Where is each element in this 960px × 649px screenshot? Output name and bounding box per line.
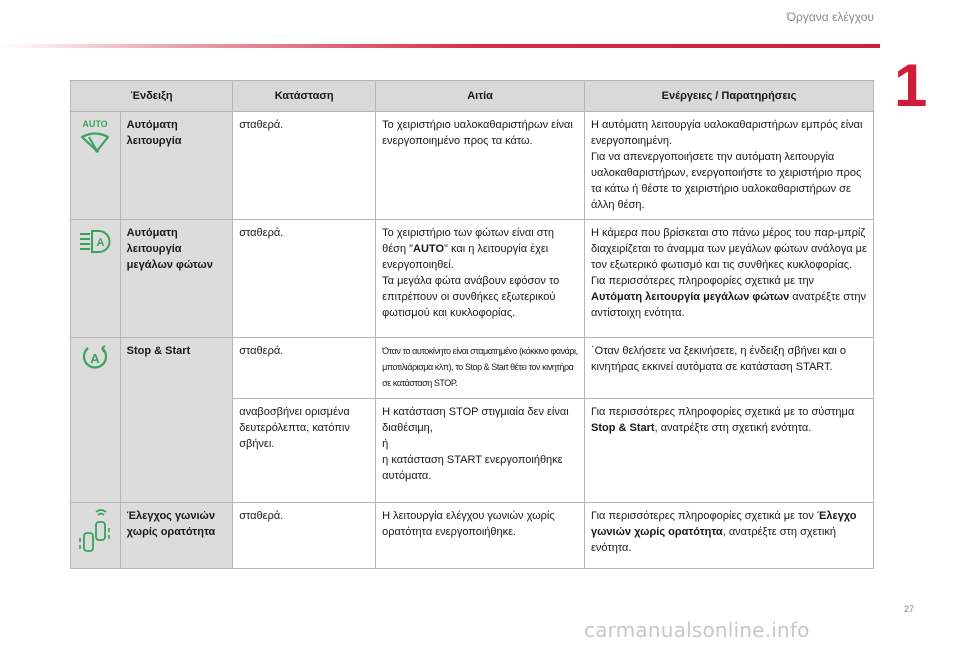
column-header-actions: Ενέργειες / Παρατηρήσεις (585, 81, 874, 112)
indicator-icon-cell (71, 220, 121, 338)
table-row (71, 503, 874, 569)
auto-wiper-icon (78, 117, 112, 163)
table-row (71, 112, 874, 220)
table-row (71, 220, 874, 338)
action-text: Η κάμερα που βρίσκεται στο πάνω μέρος του παρ-μπρίζ διαχειρίζεται το άναμμα των μεγάλων φώτων ανάλογα με τον εξωτερικό φωτισμό και τις συνθήκες κυκλοφορίας. (591, 227, 867, 271)
cause-text: η κατάσταση START ενεργοποιήθηκε αυτόματα. (382, 454, 563, 482)
action-text: Η αυτόματη λειτουργία υαλοκαθαριστήρων εμπρός είναι ενεργοποιημένη. (591, 119, 863, 147)
watermark: carmanualsonline.info (584, 618, 810, 642)
indicator-cause: Το χειριστήριο υαλοκαθαριστήρων είναι ενεργοποιημένο προς τα κάτω. (376, 112, 585, 220)
svg-text:A: A (90, 351, 101, 366)
indicator-state: σταθερά. (233, 112, 376, 220)
indicator-state: αναβοσβήνει ορισμένα δευτερόλεπτα, κατόπιν σβήνει. (233, 399, 376, 503)
indicator-name: Έλεγχος γωνιών χωρίς ορατότητα (120, 503, 233, 569)
cause-text: Τα μεγάλα φώτα ανάβουν εφόσον το επιτρέπουν οι συνθήκες εξωτερικού φωτισμού και κυκλοφορίας. (382, 275, 560, 319)
indicator-cause: Η λειτουργία ελέγχου γωνιών χωρίς ορατότητα ενεργοποιήθηκε. (376, 503, 585, 569)
indicator-actions (585, 220, 874, 338)
svg-text:A: A (96, 237, 105, 249)
indicator-name: Stop & Start (120, 338, 233, 503)
indicator-state: σταθερά. (233, 220, 376, 338)
chapter-number: 1 (894, 52, 928, 119)
cause-text: ή (382, 438, 389, 450)
indicator-actions: ΄Οταν θελήσετε να ξεκινήσετε, η ένδειξη σβήνει και ο κινητήρας εκκινεί αυτόματα σε κατάσταση START. (585, 338, 874, 399)
action-text: Για περισσότερες πληροφορίες σχετικά με την Αυτόματη λειτουργία μεγάλων φώτων ανατρέξτε στην αντίστοιχη ενότητα. (591, 275, 866, 319)
column-header-state: Κατάσταση (233, 81, 376, 112)
svg-text:AUTO: AUTO (82, 119, 108, 129)
indicator-actions: Για περισσότερες πληροφορίες σχετικά με τον Έλεγχο γωνιών χωρίς ορατότητα, ανατρέξτε στη σχετική ενότητα. (585, 503, 874, 569)
blind-spot-icon (77, 508, 113, 554)
indicator-name: Αυτόματη λειτουργία μεγάλων φώτων (120, 220, 233, 338)
indicator-name: Αυτόματη λειτουργία (120, 112, 233, 220)
auto-high-beam-icon (78, 225, 112, 255)
table-row (71, 338, 874, 399)
warning-lights-table (70, 80, 874, 569)
cause-text: Η κατάσταση STOP στιγμιαία δεν είναι διαθέσιμη, (382, 406, 569, 434)
indicator-actions (585, 112, 874, 220)
indicator-icon-cell (71, 503, 121, 569)
indicator-state: σταθερά. (233, 338, 376, 399)
indicator-cause (376, 399, 585, 503)
header-accent-bar (0, 44, 880, 48)
indicator-icon-cell (71, 338, 121, 503)
indicator-cause (376, 220, 585, 338)
section-title: Όργανα ελέγχου (786, 10, 874, 24)
indicator-icon-cell (71, 112, 121, 220)
table-header-row (71, 81, 874, 112)
indicator-actions: Για περισσότερες πληροφορίες σχετικά με το σύστημα Stop & Start, ανατρέξτε στη σχετική ενότητα. (585, 399, 874, 503)
action-text: Για να απενεργοποιήσετε την αυτόματη λειτουργία υαλοκαθαριστήρων, ενεργοποιήστε το χειριστήριο προς τα κάτω ή θέστε το χειριστήριο υαλοκαθαριστήρων σε άλλη θέση. (591, 151, 862, 211)
column-header-indicator: Ένδειξη (71, 81, 233, 112)
indicator-state: σταθερά. (233, 503, 376, 569)
column-header-cause: Αιτία (376, 81, 585, 112)
stop-start-icon (80, 343, 110, 373)
cause-text: Το χειριστήριο των φώτων είναι στη θέση "AUTO" και η λειτουργία έχει ενεργοποιηθεί. (382, 227, 554, 271)
page-number: 27 (904, 604, 915, 614)
indicator-cause: Όταν το αυτοκίνητο είναι σταματημένο (κόκκινο φανάρι, μποτιλιάρισμα κλπ), το Stop & Start θέτει τον κινητήρα σε κατάσταση STOP. (376, 338, 585, 399)
